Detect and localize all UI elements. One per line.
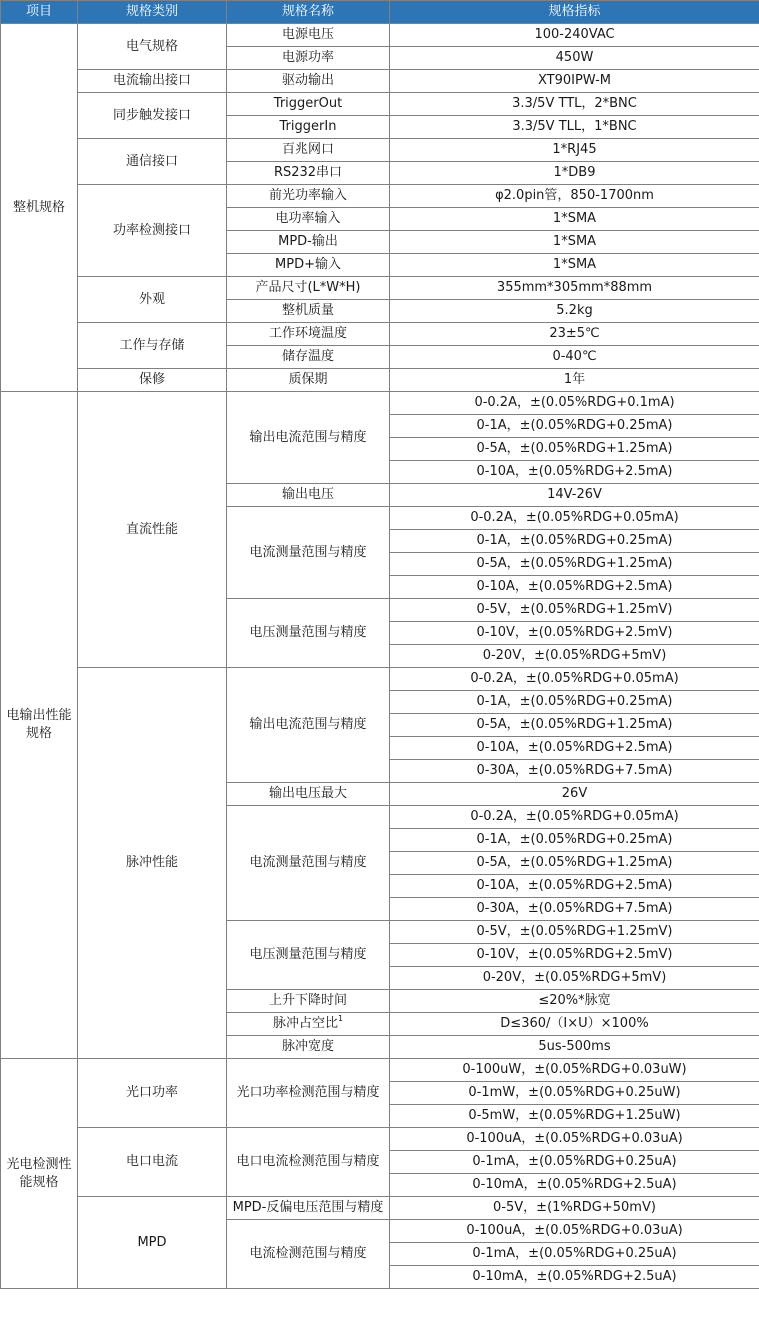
- spec-value-cell: 23±5℃: [390, 323, 759, 346]
- table-row: [1, 70, 759, 93]
- category-cell: 电口电流: [78, 1128, 227, 1197]
- spec-value-cell: 26V: [390, 783, 759, 806]
- spec-value-cell: 0-1mA，±(0.05%RDG+0.25uA): [390, 1243, 759, 1266]
- spec-table-body: [1, 24, 759, 1289]
- spec-name-text: 电流测量范围与精度: [249, 855, 367, 870]
- spec-name-text: 驱动输出: [281, 73, 334, 88]
- spec-value-cell: 0-1mA，±(0.05%RDG+0.25uA): [390, 1151, 759, 1174]
- spec-value-cell: 0-5V，±(0.05%RDG+1.25mV): [390, 599, 759, 622]
- footnote-marker: 1: [337, 1014, 344, 1023]
- table-row: [1, 323, 759, 346]
- spec-value-cell: 1*DB9: [390, 162, 759, 185]
- spec-name-cell: [227, 277, 390, 300]
- spec-name-text: 整机质量: [281, 303, 334, 318]
- category-cell: 电流输出接口: [78, 70, 227, 93]
- item-cell: 电输出性能规格: [1, 392, 78, 1059]
- spec-name-cell: [227, 1220, 390, 1289]
- spec-value-cell: 0-10A，±(0.05%RDG+2.5mA): [390, 461, 759, 484]
- category-cell: 光口功率: [78, 1059, 227, 1128]
- spec-name-text: 输出电流范围与精度: [249, 429, 367, 445]
- header-row: [1, 1, 759, 24]
- spec-value-cell: 0-5A，±(0.05%RDG+1.25mA): [390, 438, 759, 461]
- spec-name-text: 电流检测范围与精度: [249, 1246, 367, 1261]
- spec-value-cell: 0-5V，±(0.05%RDG+1.25mV): [390, 921, 759, 944]
- spec-value-cell: 1*SMA: [390, 208, 759, 231]
- spec-name-cell: [227, 1197, 390, 1220]
- spec-value-cell: 1*SMA: [390, 231, 759, 254]
- spec-value-cell: XT90IPW-M: [390, 70, 759, 93]
- table-row: [1, 1059, 759, 1082]
- spec-value-cell: 0-1A，±(0.05%RDG+0.25mA): [390, 530, 759, 553]
- category-cell: MPD: [78, 1197, 227, 1289]
- spec-name-cell: [227, 1059, 390, 1128]
- spec-name-cell: [227, 1036, 390, 1059]
- spec-value-cell: 0-30A，±(0.05%RDG+7.5mA): [390, 760, 759, 783]
- spec-name-cell: [227, 47, 390, 70]
- spec-value-cell: 100-240VAC: [390, 24, 759, 47]
- spec-name-text: 电流测量范围与精度: [249, 544, 367, 560]
- spec-value-cell: 0-1A，±(0.05%RDG+0.25mA): [390, 691, 759, 714]
- item-cell: 整机规格: [1, 24, 78, 392]
- spec-name-text: 电口电流检测范围与精度: [236, 1154, 380, 1169]
- spec-name-cell: [227, 507, 390, 599]
- spec-name-cell: [227, 323, 390, 346]
- spec-value-cell: 0-20V，±(0.05%RDG+5mV): [390, 967, 759, 990]
- spec-value-cell: φ2.0pin管，850-1700nm: [390, 185, 759, 208]
- category-cell: 保修: [78, 369, 227, 392]
- spec-name-cell: [227, 392, 390, 484]
- spec-value-cell: ≤20%*脉宽: [390, 990, 759, 1013]
- header-spec-name: 规格名称: [227, 1, 390, 24]
- spec-name-text: 输出电压: [281, 487, 334, 502]
- spec-value-cell: 0-1A，±(0.05%RDG+0.25mA): [390, 415, 759, 438]
- spec-name-text: 光口功率检测范围与精度: [236, 1085, 380, 1100]
- header-spec-value: 规格指标: [390, 1, 759, 24]
- spec-value-cell: 0-10A，±(0.05%RDG+2.5mA): [390, 576, 759, 599]
- spec-name-text: 脉冲宽度: [281, 1039, 334, 1054]
- spec-value-cell: 0-0.2A，±(0.05%RDG+0.05mA): [390, 507, 759, 530]
- spec-value-cell: 0-10V，±(0.05%RDG+2.5mV): [390, 622, 759, 645]
- spec-name-text: MPD-反偏电压范围与精度: [232, 1200, 384, 1215]
- spec-value-cell: 5us-500ms: [390, 1036, 759, 1059]
- spec-value-cell: 1*RJ45: [390, 139, 759, 162]
- spec-name-cell: [227, 208, 390, 231]
- spec-value-cell: 1年: [390, 369, 759, 392]
- spec-name-text: 前光功率输入: [268, 188, 347, 203]
- spec-name-text: 产品尺寸(L*W*H): [255, 280, 361, 295]
- spec-value-cell: 355mm*305mm*88mm: [390, 277, 759, 300]
- category-cell: 脉冲性能: [78, 668, 227, 1059]
- spec-name-cell: [227, 93, 390, 116]
- spec-name-cell: [227, 300, 390, 323]
- spec-name-cell: [227, 921, 390, 990]
- spec-name-text: 上升下降时间: [268, 993, 347, 1008]
- spec-name-text: RS232串口: [273, 165, 343, 180]
- table-row: [1, 24, 759, 47]
- spec-name-text: 输出电流范围与精度: [249, 717, 367, 732]
- spec-value-cell: 0-10A，±(0.05%RDG+2.5mA): [390, 737, 759, 760]
- spec-value-cell: 0-5A，±(0.05%RDG+1.25mA): [390, 714, 759, 737]
- spec-name-text: 输出电压最大: [268, 786, 347, 801]
- table-row: [1, 392, 759, 415]
- spec-name-text: MPD-输出: [278, 234, 338, 249]
- spec-value-cell: 0-1mW，±(0.05%RDG+0.25uW): [390, 1082, 759, 1105]
- header-category: 规格类别: [78, 1, 227, 24]
- spec-name-text: 储存温度: [281, 349, 334, 364]
- spec-value-cell: 0-5mW，±(0.05%RDG+1.25uW): [390, 1105, 759, 1128]
- spec-name-text: 电压测量范围与精度: [249, 947, 367, 962]
- table-row: [1, 369, 759, 392]
- spec-value-cell: 0-10mA，±(0.05%RDG+2.5uA): [390, 1174, 759, 1197]
- category-cell: 外观: [78, 277, 227, 323]
- spec-name-text: 脉冲占空比: [272, 1016, 338, 1031]
- spec-name-cell: [227, 806, 390, 921]
- spec-value-cell: 0-1A，±(0.05%RDG+0.25mA): [390, 829, 759, 852]
- spec-name-text: 工作环境温度: [268, 326, 347, 341]
- spec-value-cell: 450W: [390, 47, 759, 70]
- category-cell: 功率检测接口: [78, 185, 227, 277]
- table-row: [1, 139, 759, 162]
- spec-value-cell: D≤360/（I×U）×100%: [390, 1013, 759, 1036]
- spec-value-cell: 0-10V，±(0.05%RDG+2.5mV): [390, 944, 759, 967]
- spec-name-text: 电压测量范围与精度: [249, 625, 367, 640]
- spec-name-cell: [227, 1013, 390, 1036]
- table-row: [1, 1197, 759, 1220]
- spec-value-cell: 0-5A，±(0.05%RDG+1.25mA): [390, 553, 759, 576]
- spec-name-cell: [227, 116, 390, 139]
- spec-value-cell: 3.3/5V TTL，2*BNC: [390, 93, 759, 116]
- spec-name-text: 电源功率: [281, 50, 334, 65]
- spec-name-cell: [227, 70, 390, 93]
- category-cell: 通信接口: [78, 139, 227, 185]
- spec-value-cell: 1*SMA: [390, 254, 759, 277]
- spec-value-cell: 0-5V，±(1%RDG+50mV): [390, 1197, 759, 1220]
- spec-name-text: MPD+输入: [275, 257, 341, 272]
- spec-name-text: 百兆网口: [281, 142, 334, 157]
- spec-value-cell: 5.2kg: [390, 300, 759, 323]
- spec-name-cell: [227, 484, 390, 507]
- spec-value-cell: 0-100uW，±(0.05%RDG+0.03uW): [390, 1059, 759, 1082]
- spec-value-cell: 0-40℃: [390, 346, 759, 369]
- spec-value-cell: 0-100uA，±(0.05%RDG+0.03uA): [390, 1220, 759, 1243]
- spec-value-cell: 0-0.2A，±(0.05%RDG+0.05mA): [390, 806, 759, 829]
- spec-value-cell: 0-0.2A，±(0.05%RDG+0.05mA): [390, 668, 759, 691]
- spec-value-cell: 0-5A，±(0.05%RDG+1.25mA): [390, 852, 759, 875]
- spec-value-cell: 0-100uA，±(0.05%RDG+0.03uA): [390, 1128, 759, 1151]
- spec-name-cell: [227, 139, 390, 162]
- category-cell: 电气规格: [78, 24, 227, 70]
- spec-name-text: 电功率输入: [275, 211, 341, 226]
- spec-name-cell: [227, 346, 390, 369]
- table-row: [1, 1128, 759, 1151]
- category-cell: 工作与存储: [78, 323, 227, 369]
- spec-name-text: TriggerOut: [273, 96, 343, 111]
- spec-name-cell: [227, 990, 390, 1013]
- spec-name-text: 质保期: [288, 372, 328, 387]
- spec-value-cell: 0-20V，±(0.05%RDG+5mV): [390, 645, 759, 668]
- spec-name-text: 电源电压: [281, 27, 334, 42]
- table-row: [1, 185, 759, 208]
- spec-name-cell: [227, 668, 390, 783]
- spec-name-cell: [227, 185, 390, 208]
- category-cell: 同步触发接口: [78, 93, 227, 139]
- table-row: [1, 668, 759, 691]
- header-item: 项目: [1, 1, 78, 24]
- spec-value-cell: 14V-26V: [390, 484, 759, 507]
- spec-name-cell: [227, 24, 390, 47]
- spec-name-text: TriggerIn: [279, 119, 337, 134]
- spec-name-cell: [227, 783, 390, 806]
- category-cell: 直流性能: [78, 392, 227, 668]
- spec-value-cell: 0-10A，±(0.05%RDG+2.5mA): [390, 875, 759, 898]
- spec-name-cell: [227, 162, 390, 185]
- spec-value-cell: 0-10mA，±(0.05%RDG+2.5uA): [390, 1266, 759, 1289]
- spec-name-cell: [227, 1128, 390, 1197]
- spec-name-cell: [227, 369, 390, 392]
- spec-value-cell: 0-0.2A，±(0.05%RDG+0.1mA): [390, 392, 759, 415]
- spec-name-cell: [227, 254, 390, 277]
- table-row: [1, 277, 759, 300]
- spec-value-cell: 0-30A，±(0.05%RDG+7.5mA): [390, 898, 759, 921]
- table-row: [1, 93, 759, 116]
- spec-value-cell: 3.3/5V TLL，1*BNC: [390, 116, 759, 139]
- spec-name-cell: [227, 599, 390, 668]
- spec-name-cell: [227, 231, 390, 254]
- item-cell: 光电检测性能规格: [1, 1059, 78, 1289]
